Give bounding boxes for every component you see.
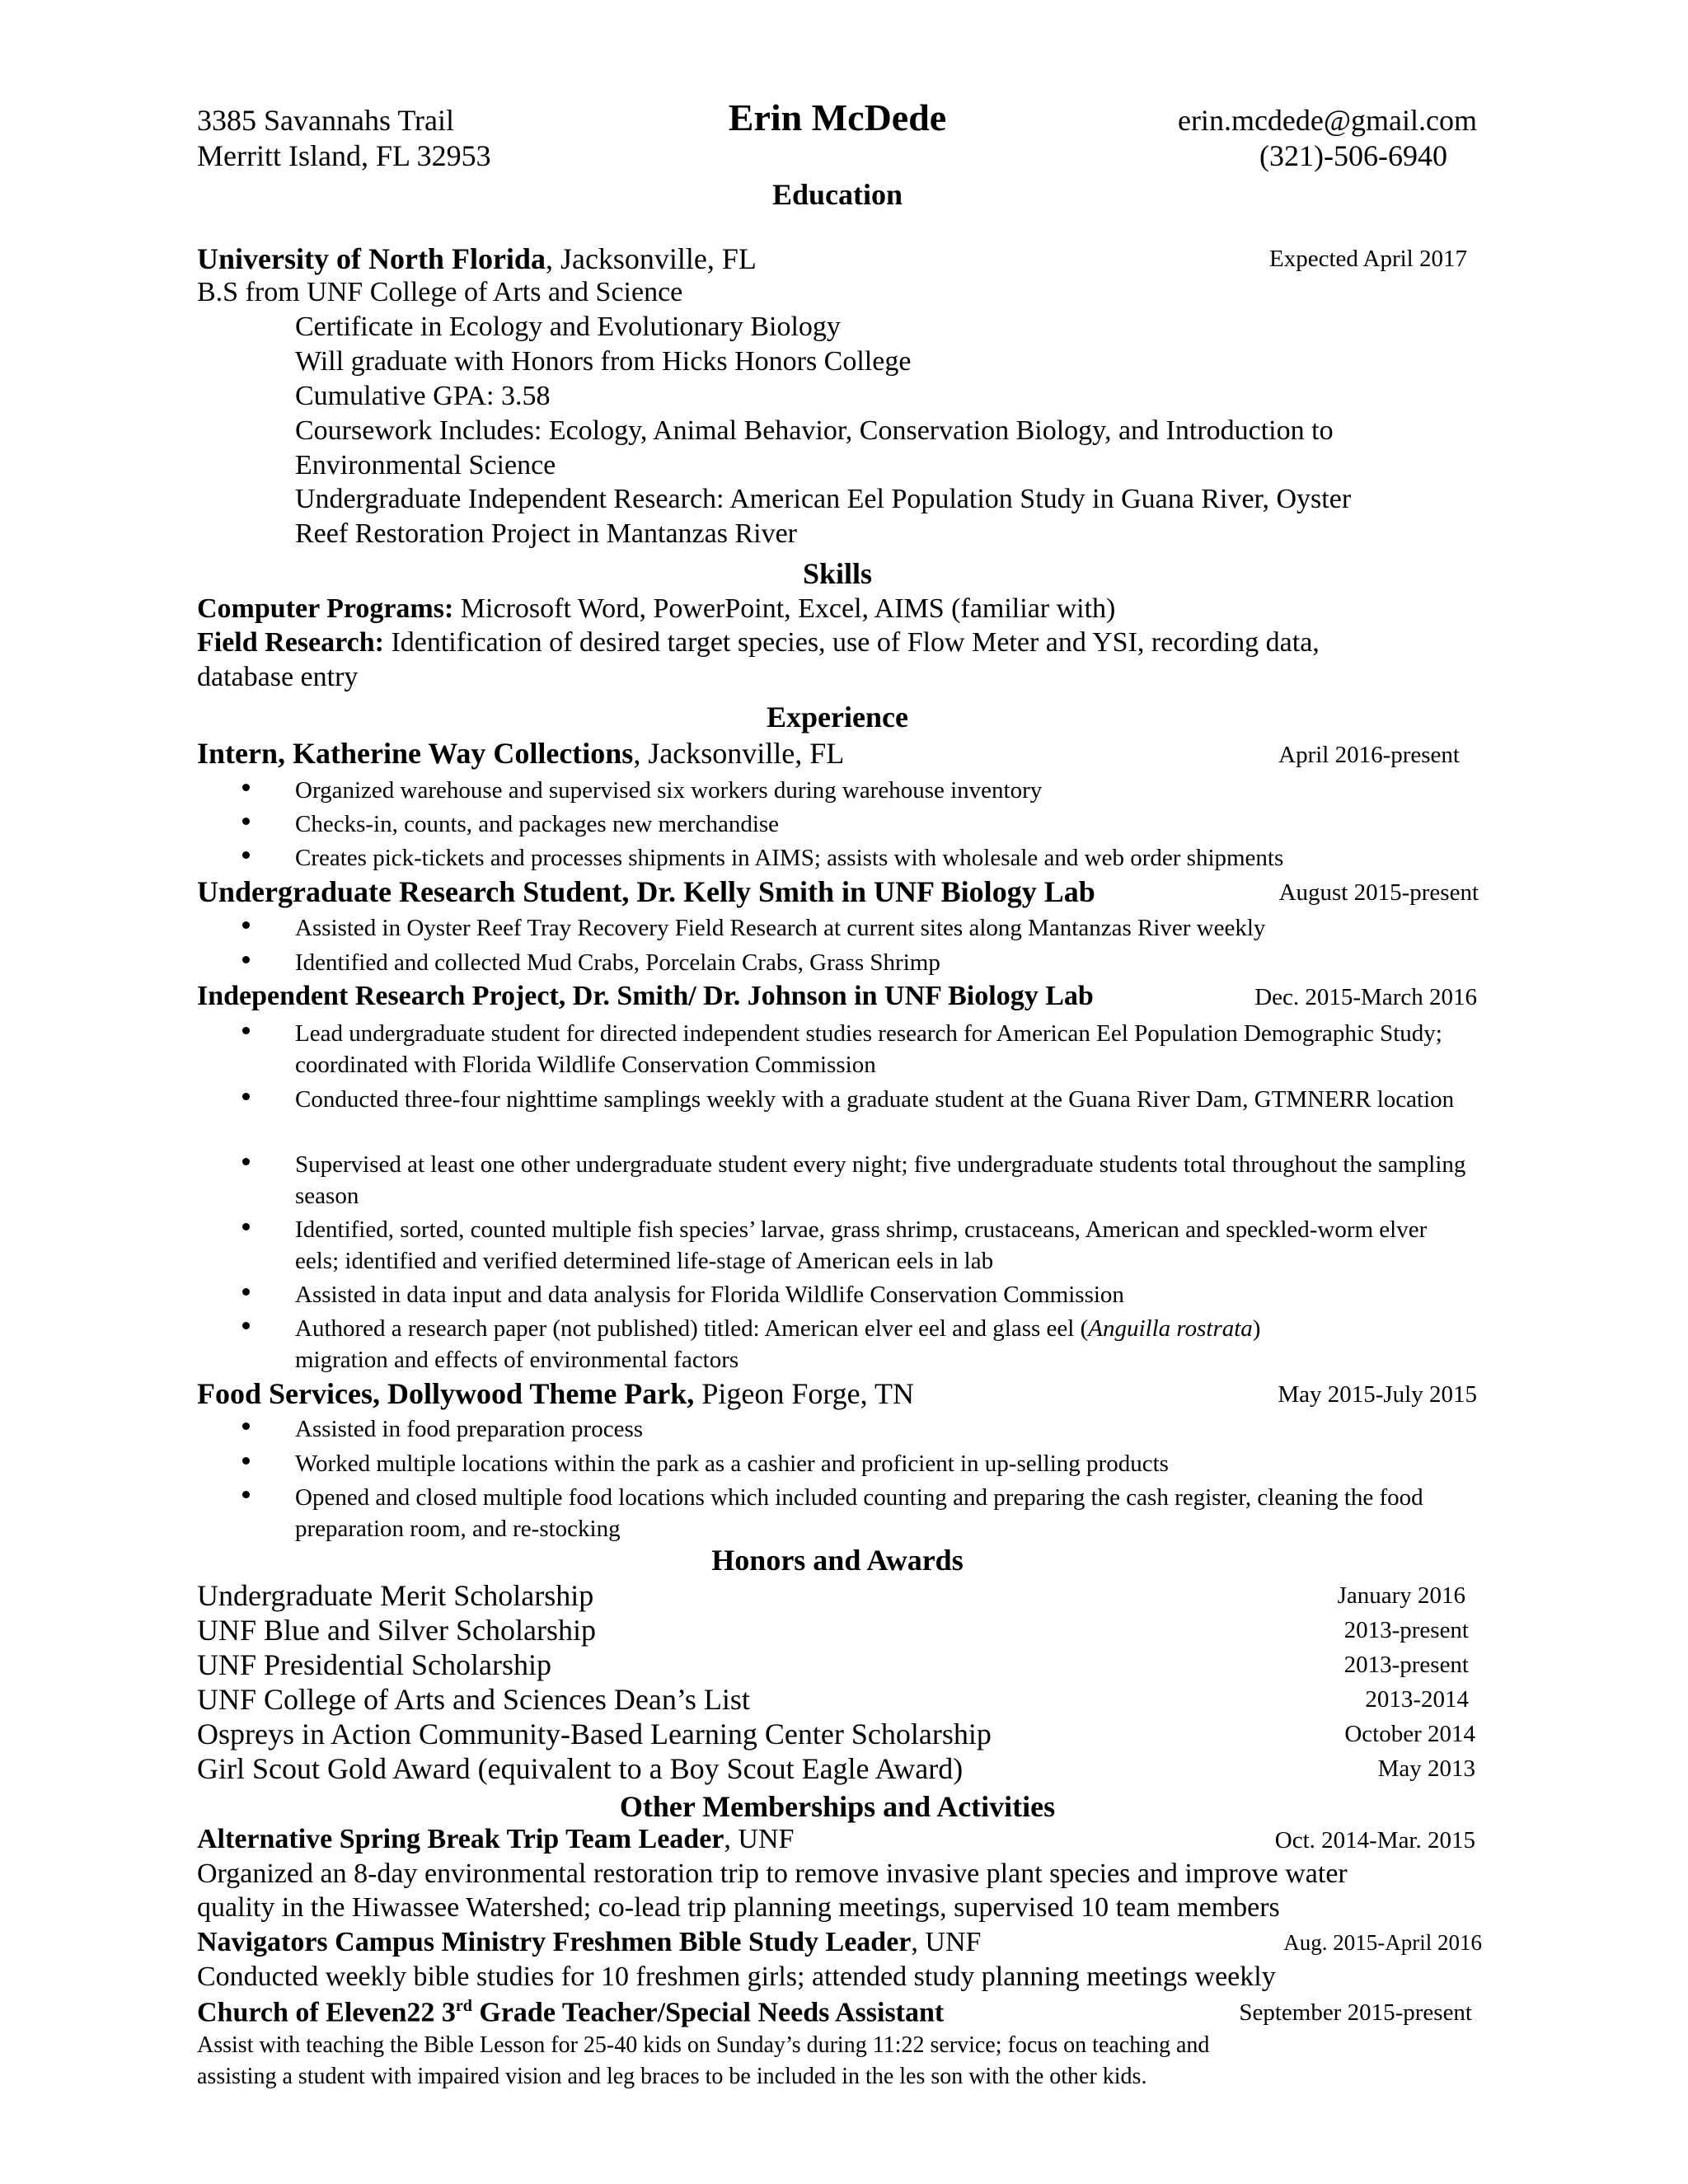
phone: (321)-506-6940 [1259,139,1447,172]
education-line: Environmental Science [295,450,556,480]
bullet-dot [242,1322,250,1329]
bullet-dot [242,1491,250,1498]
activity-line: assisting a student with impaired vision and leg braces to be included in the les son with the other kids. [197,2064,1147,2089]
honor-date: May 2013 [1377,1755,1475,1782]
skills-heading: Skills [802,557,873,590]
job-date: Dec. 2015-March 2016 [1254,984,1477,1010]
skills-field-text: Identification of desired target species, use of Flow Meter and YSI, recording data, [383,627,1320,658]
job-bullet: Assisted in Oyster Reef Tray Recovery Field Research at current sites along Mantanzas River weekly [295,913,1474,944]
education-line: Cumulative GPA: 3.58 [295,381,551,411]
honor-date: 2013-present [1343,1652,1469,1678]
job-bullet: Conducted three-four nighttime samplings weekly with a graduate student at the Guana River Dam, GTMNERR location [295,1085,1474,1116]
honor-name: Girl Scout Gold Award (equivalent to a Boy Scout Eagle Award) [197,1752,964,1785]
bullet-dot [242,784,250,791]
skills-computer-text: Microsoft Word, PowerPoint, Excel, AIMS (familiar with) [453,593,1116,624]
job-bullet: Creates pick-tickets and processes shipments in AIMS; assists with wholesale and web order shipments [295,843,1474,874]
bullet-dot [242,1422,250,1430]
job-bullet: Identified, sorted, counted multiple fish species’ larvae, grass shrimp, crustaceans, American and speckled-worm elver eels; identified and verified determined life-stage of American eels in lab [295,1215,1474,1277]
job-bullet: Authored a research paper (not published) titled: American elver eel and glass eel (Anguilla rostrata) migration and effects of environmental factors [295,1314,1474,1376]
job-title: Undergraduate Research Student, Dr. Kelly Smith in UNF Biology Lab [197,875,1095,908]
bullet-dot [242,921,250,929]
job-title: Intern, Katherine Way Collections [197,737,634,770]
honor-date: January 2016 [1337,1582,1465,1609]
honor-name: UNF Presidential Scholarship [197,1648,551,1681]
skills-field [197,629,1320,657]
job-title-line [197,1379,914,1408]
job-bullet: Opened and closed multiple food locations which included counting and preparing the cash register, cleaning the food preparation room, and re-stocking [295,1483,1474,1544]
education-line: Coursework Includes: Ecology, Animal Behavior, Conservation Biology, and Introduction to [295,415,1334,446]
education-heading: Education [771,178,903,211]
honor-name: Undergraduate Merit Scholarship [197,1579,594,1612]
school-location: , Jacksonville, FL [545,242,757,275]
bullet-dot [242,1093,250,1100]
honor-name: UNF Blue and Silver Scholarship [197,1614,596,1647]
experience-heading: Experience [767,701,908,733]
honor-name: UNF College of Arts and Sciences Dean’s List [197,1683,750,1716]
bullet-dot [242,1223,250,1230]
skills-computer [197,595,1115,623]
honor-date: 2013-present [1343,1617,1469,1643]
job-bullet: Lead undergraduate student for directed independent studies research for American Eel Population Demographic Study; coordinated with Florida Wildlife Conservation Commission [295,1019,1474,1080]
activity-title: Navigators Campus Ministry Freshmen Bible Study Leader [197,1927,912,1957]
honor-name: Ospreys in Action Community-Based Learning Center Scholarship [197,1718,992,1750]
activity-title: Church of Eleven22 3rd Grade Teacher/Special Needs Assistant [197,1997,945,2028]
bullet-dot [242,1158,250,1165]
activity-date: Aug. 2015-April 2016 [1283,1930,1482,1955]
education-line: Will graduate with Honors from Hicks Honors College [295,346,912,377]
job-location: , Jacksonville, FL [633,737,845,770]
job-title: Food Services, Dollywood Theme Park, [197,1377,695,1410]
job-bullet: Supervised at least one other undergraduate student every night; five undergraduate students total throughout the sampling season [295,1150,1474,1212]
bullet-dot [242,818,250,825]
bullet-dot [242,1288,250,1296]
address-line-1: 3385 Savannahs Trail [197,104,455,137]
school-name: University of North Florida [197,242,546,275]
activity-org: , UNF [911,1927,982,1957]
education-school-line [197,244,757,274]
bullet-dot [242,956,250,963]
skills-computer-label: Computer Programs: [197,593,454,624]
job-bullet: Assisted in data input and data analysis for Florida Wildlife Conservation Commission [295,1280,1474,1311]
bullet-dot [242,1457,250,1465]
job-date: August 2015-present [1278,879,1479,906]
activity-title-line [197,1825,794,1854]
activity-title: Alternative Spring Break Trip Team Leader [197,1824,724,1854]
job-title-line [197,738,844,768]
address-line-2: Merritt Island, FL 32953 [197,139,491,172]
bullet-dot [242,851,250,859]
activity-date: September 2015-present [1239,1999,1472,2026]
activity-line: Assist with teaching the Bible Lesson for 25-40 kids on Sunday’s during 11:22 service; focus on teaching and [197,2032,1210,2058]
job-bullet: Organized warehouse and supervised six workers during warehouse inventory [295,776,1474,807]
job-title: Independent Research Project, Dr. Smith/ Dr. Johnson in UNF Biology Lab [197,981,1094,1011]
job-bullet: Checks-in, counts, and packages new merchandise [295,809,1474,841]
activity-line: Organized an 8-day environmental restoration trip to remove invasive plant species and improve water [197,1858,1348,1889]
job-bullet: Assisted in food preparation process [295,1414,1474,1446]
education-line: Reef Restoration Project in Mantanzas River [295,518,797,549]
job-date: May 2015-July 2015 [1278,1381,1477,1408]
job-bullet: Worked multiple locations within the park as a cashier and proficient in up-selling products [295,1449,1474,1480]
activity-org: , UNF [724,1824,795,1854]
activity-line: quality in the Hiwassee Watershed; co-lead trip planning meetings, supervised 10 team members [197,1892,1280,1923]
job-date: April 2016-present [1278,742,1460,768]
activity-line: Conducted weekly bible studies for 10 freshmen girls; attended study planning meetings weekly [197,1961,1276,1992]
activity-title-line [197,1929,981,1957]
job-bullet: Identified and collected Mud Crabs, Porcelain Crabs, Grass Shrimp [295,948,1474,979]
skills-field-continued: database entry [197,662,359,692]
honors-heading: Honors and Awards [711,1544,964,1577]
job-location: Pigeon Forge, TN [694,1377,914,1410]
honor-date: October 2014 [1344,1721,1475,1747]
education-line: Certificate in Ecology and Evolutionary Biology [295,312,841,342]
education-degree: B.S from UNF College of Arts and Science [197,277,683,307]
skills-field-label: Field Research: [197,627,384,658]
email: erin.mcdede@gmail.com [1177,104,1477,137]
applicant-name: Erin McDede [728,96,947,138]
honor-date: 2013-2014 [1365,1686,1469,1713]
education-line: Undergraduate Independent Research: American Eel Population Study in Guana River, Oyster [295,484,1352,514]
bullet-dot [242,1027,250,1034]
activity-date: Oct. 2014-Mar. 2015 [1274,1827,1475,1854]
species-name: Anguilla rostrata [1088,1315,1253,1342]
activities-heading: Other Memberships and Activities [619,1790,1056,1823]
education-date: Expected April 2017 [1268,246,1467,272]
